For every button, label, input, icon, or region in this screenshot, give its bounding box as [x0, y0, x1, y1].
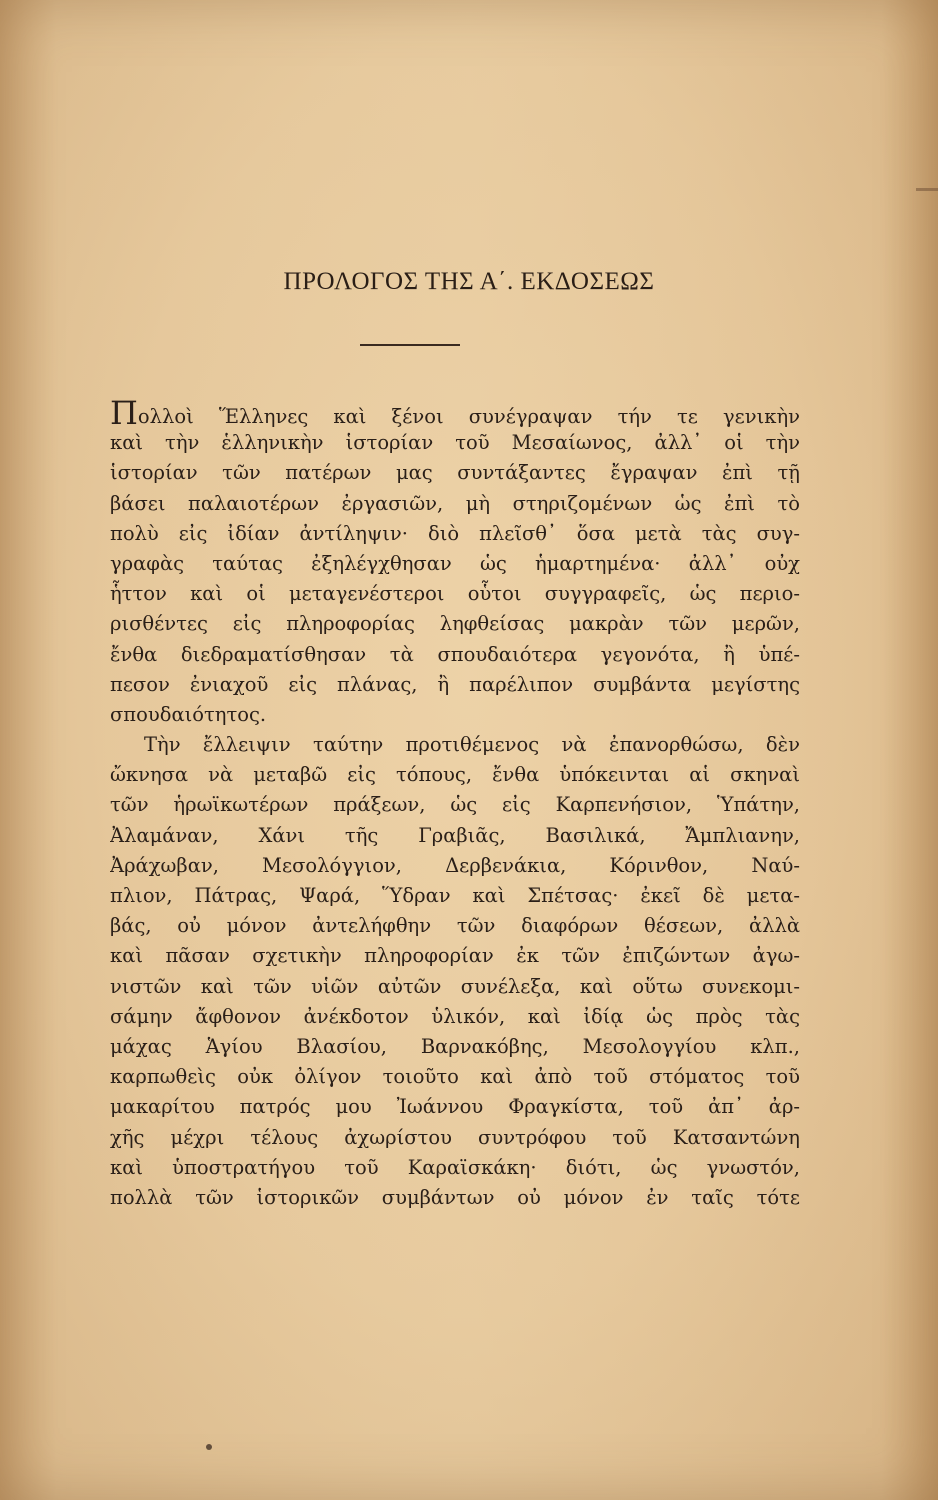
- text-line: ἧττον καὶ οἱ μεταγενέστεροι οὗτοι συγγραφεῖς, ὡς περιο-: [110, 582, 800, 606]
- text-line: σάμην ἄφθονον ἀνέκδοτον ὑλικόν, καὶ ἰδίᾳ ὡς πρὸς τὰς: [110, 1004, 800, 1028]
- text-line: ἔνθα διεδραματίσθησαν τὰ σπουδαιότερα γεγονότα, ἢ ὑπέ-: [110, 642, 800, 666]
- body-text: [110, 398, 800, 1213]
- text-line: καὶ ὑποστρατήγου τοῦ Καραϊσκάκη· διότι, ὡς γνωστόν,: [110, 1155, 800, 1179]
- text-line: μάχας Ἁγίου Βλασίου, Βαρνακόβης, Μεσολογγίου κλπ.,: [110, 1034, 800, 1058]
- drop-cap: Π: [110, 398, 138, 429]
- page-heading: ΠΡΟΛΟΓΟΣ ΤΗΣ Α΄. ΕΚΔΟΣΕΩΣ: [283, 268, 655, 295]
- text-line: καὶ τὴν ἑλληνικὴν ἱστορίαν τοῦ Μεσαίωνος, ἀλλ᾿ οἱ τὴν: [110, 431, 800, 455]
- text-line: τῶν ἡρωϊκωτέρων πράξεων, ὡς εἰς Καρπενήσιον, Ὑπάτην,: [110, 793, 800, 817]
- text-line: ρισθέντες εἰς πληροφορίας ληφθείσας μακρὰν τῶν μερῶν,: [110, 612, 800, 636]
- text-line: πολὺ εἰς ἰδίαν ἀντίληψιν· διὸ πλεῖσθ᾿ ὅσα μετὰ τὰς συγ-: [110, 521, 800, 545]
- text-line: ἱστορίαν τῶν πατέρων μας συντάξαντες ἔγραψαν ἐπὶ τῇ: [110, 461, 800, 485]
- text-line: βάς, οὐ μόνον ἀντελήφθην τῶν διαφόρων θέσεων, ἀλλὰ: [110, 914, 800, 938]
- text-line: ὤκνησα νὰ μεταβῶ εἰς τόπους, ἔνθα ὑπόκεινται αἱ σκηναὶ: [110, 763, 800, 787]
- text-line: σπουδαιότητος.: [110, 702, 267, 726]
- text-line: Τὴν ἔλλειψιν ταύτην προτιθέμενος νὰ ἐπανορθώσω, δὲν: [144, 733, 800, 757]
- text-line: καὶ πᾶσαν σχετικὴν πληροφορίαν ἐκ τῶν ἐπιζώντων ἀγω-: [110, 944, 800, 968]
- page-edge-mark: [916, 188, 938, 191]
- text-line: πολλὰ τῶν ἱστορικῶν συμβάντων οὐ μόνον ἐν ταῖς τότε: [110, 1185, 800, 1209]
- text-line: νιστῶν καὶ τῶν υἱῶν αὐτῶν συνέλεξα, καὶ οὕτω συνεκομι-: [110, 974, 800, 998]
- text-line: Ἀράχωβαν, Μεσολόγγιον, Δερβενάκια, Κόρινθον, Ναύ-: [110, 853, 800, 877]
- text-line: χῆς μέχρι τέλους ἀχωρίστου συντρόφου τοῦ Κατσαντώνη: [110, 1125, 800, 1149]
- text-line: Ἀλαμάναν, Χάνι τῆς Γραβιᾶς, Βασιλικά, Ἄμπλιανην,: [110, 823, 800, 847]
- text-line: γραφὰς ταύτας ἐξηλέγχθησαν ὡς ἡμαρτημένα· ἀλλ᾿ οὐχ: [110, 551, 800, 575]
- text-line: πεσον ἐνιαχοῦ εἰς πλάνας, ἢ παρέλιπον συμβάντα μεγίστης: [110, 672, 800, 696]
- text-line: Πολλοὶ Ἕλληνες καὶ ξένοι συνέγραψαν τήν τε γενικὴν: [110, 398, 800, 428]
- text-line: πλιον, Πάτρας, Ψαρά, Ὕδραν καὶ Σπέτσας· ἐκεῖ δὲ μετα-: [110, 884, 800, 907]
- heading-rule: [360, 344, 460, 346]
- text-line: μακαρίτου πατρός μου Ἰωάννου Φραγκίστα, τοῦ ἀπ᾿ ἀρ-: [110, 1095, 800, 1119]
- text-line: καρπωθεὶς οὐκ ὀλίγον τοιοῦτο καὶ ἀπὸ τοῦ στόματος τοῦ: [110, 1065, 800, 1089]
- text-line: βάσει παλαιοτέρων ἐργασιῶν, μὴ στηριζομένων ὡς ἐπὶ τὸ: [110, 491, 800, 515]
- ink-spot: [206, 1444, 212, 1450]
